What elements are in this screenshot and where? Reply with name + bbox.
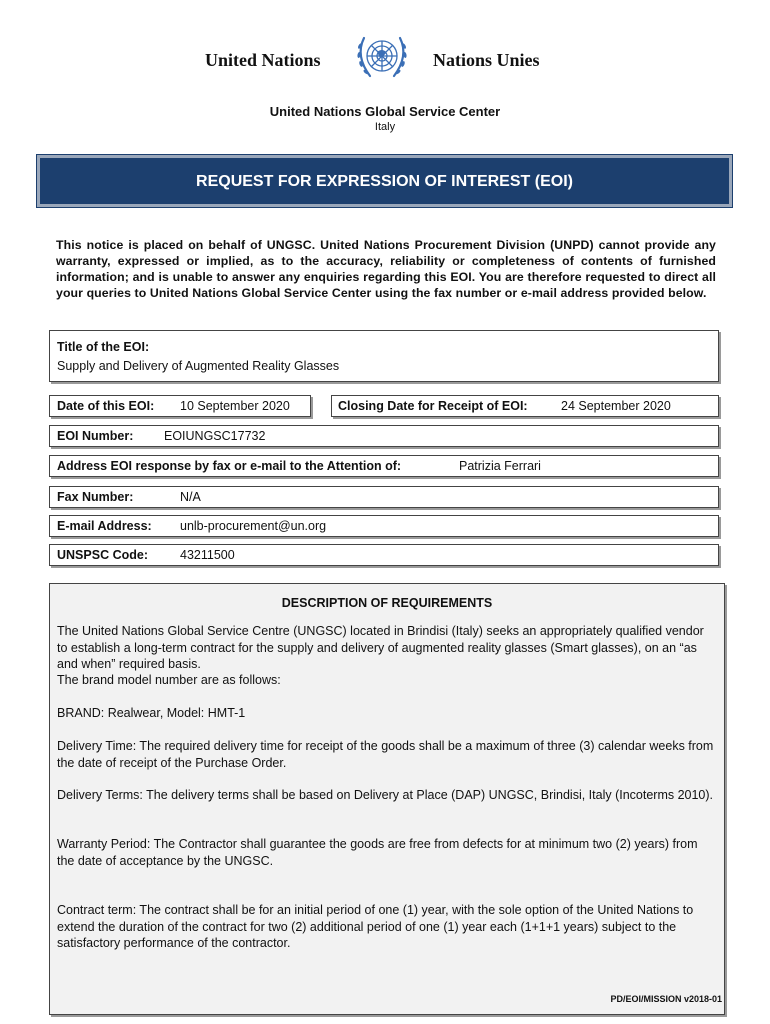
description-delivery-terms: Delivery Terms: The delivery terms shall be based on Delivery at Place (DAP) UNGSC, Brindisi, Italy (Incoterms 2010). bbox=[57, 788, 714, 802]
email-value[interactable]: unlb-procurement@un.org bbox=[180, 519, 327, 533]
description-brand-intro: The brand model number are as follows: bbox=[57, 673, 281, 687]
organization-country: Italy bbox=[374, 121, 396, 133]
description-brand: BRAND: Realwear, Model: HMT-1 bbox=[57, 706, 246, 720]
unspsc-box bbox=[49, 544, 719, 566]
eoi-number-box bbox=[49, 425, 719, 447]
un-emblem-icon bbox=[347, 28, 417, 86]
eoi-number-value: EOIUNGSC17732 bbox=[164, 429, 266, 443]
title-banner bbox=[37, 155, 732, 207]
eoi-date-value: 10 September 2020 bbox=[180, 399, 290, 413]
header-united-nations: United Nations bbox=[205, 50, 321, 70]
attention-value: Patrizia Ferrari bbox=[459, 459, 541, 473]
description-warranty: Warranty Period: The Contractor shall guarantee the goods are free from defects for at minimum two (2) years) from the date of acceptance by the UNGSC. bbox=[57, 837, 698, 868]
attention-box bbox=[49, 455, 719, 477]
eoi-number-label: EOI Number: bbox=[57, 429, 134, 443]
closing-date-label: Closing Date for Receipt of EOI: bbox=[338, 399, 528, 413]
eoi-title-box bbox=[49, 330, 719, 382]
attention-label: Address EOI response by fax or e-mail to the Attention of: bbox=[57, 459, 402, 473]
description-delivery-time: Delivery Time: The required delivery time for receipt of the goods shall be a maximum of three (3) calendar weeks from the date of receipt of the Purchase Order. bbox=[57, 739, 714, 770]
header-nations-unies: Nations Unies bbox=[433, 50, 540, 70]
eoi-title-value: Supply and Delivery of Augmented Reality Glasses bbox=[57, 359, 340, 373]
eoi-date-box bbox=[49, 395, 311, 417]
fax-value: N/A bbox=[180, 490, 201, 504]
eoi-date-label: Date of this EOI: bbox=[57, 399, 155, 413]
description-title: DESCRIPTION OF REQUIREMENTS bbox=[281, 596, 493, 610]
fax-label: Fax Number: bbox=[57, 490, 134, 504]
unspsc-value: 43211500 bbox=[180, 548, 235, 562]
closing-date-value: 24 September 2020 bbox=[561, 399, 671, 413]
unspsc-label: UNSPSC Code: bbox=[57, 548, 148, 562]
eoi-title-label: Title of the EOI: bbox=[57, 340, 150, 354]
email-box bbox=[49, 515, 719, 537]
disclaimer-notice: This notice is placed on behalf of UNGSC. United Nations Procurement Division (UNPD) cannot provide any warranty, expressed or implied, as to the accuracy, reliability or completeness of contents of furnished information; and is unable to answer any enquiries regarding this EOI. You are therefore requested to direct all your queries to United Nations Global Service Center using the fax number or e-mail address provided below. bbox=[56, 238, 716, 300]
closing-date-box bbox=[331, 395, 719, 417]
form-code: PD/EOI/MISSION v2018-01 bbox=[610, 994, 722, 1004]
fax-box bbox=[49, 486, 719, 508]
description-intro: The United Nations Global Service Centre (UNGSC) located in Brindisi (Italy) seeks an appropriately qualified vendor to establish a long-term contract for the supply and delivery of augmented reality glasses (Smart glasses), on an “as and when” required basis. bbox=[57, 624, 704, 671]
organization-name: United Nations Global Service Center bbox=[269, 104, 501, 119]
banner-title: REQUEST FOR EXPRESSION OF INTEREST (EOI) bbox=[196, 173, 573, 190]
email-label: E-mail Address: bbox=[57, 519, 152, 533]
description-box bbox=[49, 583, 725, 1015]
description-contract-term: Contract term: The contract shall be for an initial period of one (1) year, with the sole option of the United Nations to extend the duration of the contract for two (2) additional period of one (1) year each (1+1+1 years) subject to the satisfactory performance of the contractor. bbox=[57, 903, 694, 950]
